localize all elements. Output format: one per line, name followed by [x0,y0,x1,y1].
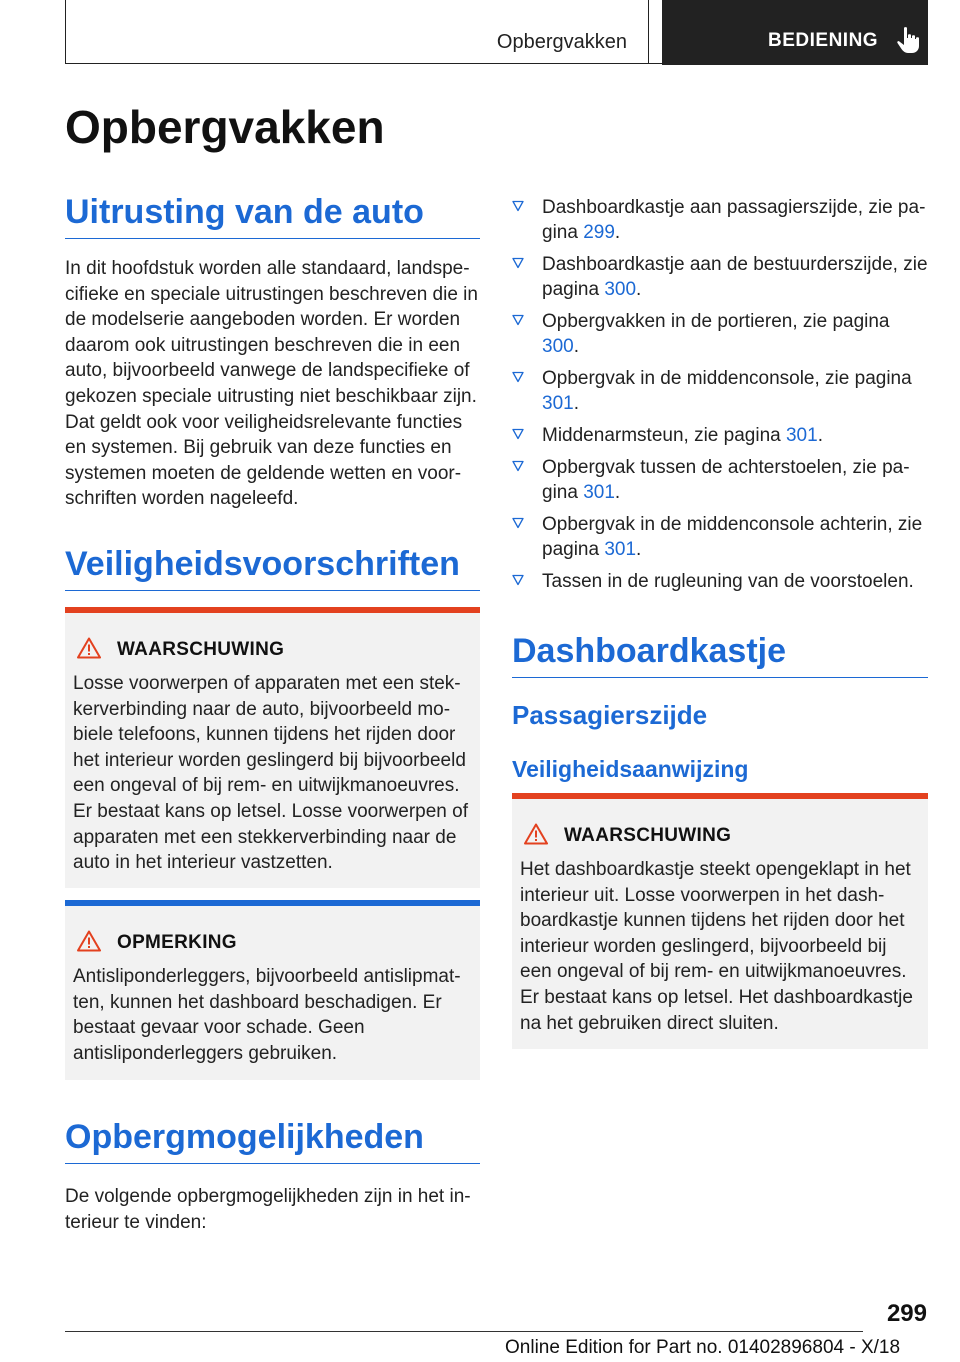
note-box [65,900,480,1080]
warning-text: Het dashboardkastje steekt opengeklapt in het interieur uit. Losse voorwerpen in het dashboardkastje kunnen tijdens het rijden door het interieur worden geslingerd, bijvoorbeeld bij een ongeval of bij rem- en uitwijkmanoeuvres. Er bestaat kans op letsel. Het dashboardkastje na het gebruiken direct sluiten. [520,859,913,1034]
list-item [512,423,928,448]
list-item [512,455,928,505]
warning-text: Losse voorwerpen of apparaten met een stekkerverbinding naar de auto, bijvoorbeeld mobiele telefoons, kunnen tijdens het rijden door het interieur worden geslingerd bij bijvoorbeeld een ongeval of bij rem- en uitwijkmanoeuvres. Er bestaat kans op letsel. Losse voorwerpen of apparaten met een stekkerverbinding naar de auto in het interieur vastzetten. [73,673,469,874]
section-title-veiligheid: Veiligheidsvoorschriften [65,545,480,591]
warning-header [524,823,920,853]
warning-triangle-icon [77,930,101,952]
triangle-bullet-icon [512,517,524,529]
triangle-bullet-icon [512,371,524,383]
storage-list [512,195,928,601]
list-item [512,512,928,562]
list-item [512,569,928,594]
list-item-period: . [614,222,621,243]
list-item [512,195,928,245]
warning-title: WAARSCHUWING [564,825,732,846]
header-divider [648,0,649,64]
footer-edition: Online Edition for Part no. 01402896804 - X/18 [505,1337,901,1358]
note-header [77,930,472,960]
note-title: OPMERKING [117,932,237,953]
list-item-period: . [636,279,642,300]
list-item [512,366,928,416]
list-item-text: Dashboardkastje aan de bestuurderszijde, zie pagina [542,254,928,300]
list-item-text: Opbergvak tussen de achterstoelen, zie pagina [542,457,910,503]
section-text-uitrusting: In dit hoofdstuk worden alle standaard, landspecifieke en speciale uitrustingen beschreven die in de modelserie aangeboden worden. Er worden daarom ook uitrustingen beschreven die in een auto, bijvoorbeeld vanwege de landspecifieke of gekozen speciale uitrusting niet beschikbaar zijn. Dat geldt ook voor veiligheidsrelevante functies en systemen. Bij gebruik van deze functies en systemen moeten de geldende wetten en voorschriften worden nageleefd. [65,258,478,510]
warning-header [77,637,472,667]
hand-pointer-icon [896,26,920,54]
header-section-title: Opbergvakken [496,31,627,53]
page-title: Opbergvakken [65,101,385,153]
page-link[interactable]: 301 [583,482,615,503]
triangle-bullet-icon [512,574,524,586]
warning-box [65,607,480,888]
list-item-text: Opbergvakken in de portieren, zie pagina [542,311,890,332]
page-link[interactable]: 301 [604,539,637,560]
triangle-bullet-icon [512,460,524,472]
warning-title: WAARSCHUWING [117,639,285,660]
list-item-text: Opbergvak in de middenconsole achterin, zie pagina [542,514,923,560]
page-link[interactable]: 299 [583,222,615,243]
list-item-period: . [817,425,823,446]
footer-rule [65,1331,863,1332]
triangle-bullet-icon [512,314,524,326]
list-item-text: Dashboardkastje aan passagierszijde, zie pagina [542,197,926,243]
page-number: 299 [886,1300,927,1327]
header-chapter-label: BEDIENING [768,30,879,51]
page-link[interactable]: 300 [542,336,574,357]
list-item-period: . [573,336,579,357]
list-item-period: . [636,539,642,560]
section-title-opbergmogelijkheden: Opbergmogelijkheden [65,1118,480,1164]
triangle-bullet-icon [512,428,524,440]
triangle-bullet-icon [512,200,524,212]
subsubsection-title-veiligheidsaanwijzing: Veiligheidsaanwijzing [512,756,749,782]
list-item-text: Middenarmsteun, zie pagina [542,425,786,446]
list-item-text: Tassen in de rugleuning van de voorstoelen. [542,571,914,592]
section-title-dashboardkastje: Dashboardkastje [512,632,928,678]
warning-triangle-icon [524,823,548,845]
note-text: Antisliponderleggers, bijvoorbeeld antislipmatten, kunnen het dashboard beschadigen. Er bestaat gevaar voor schade. Geen antisliponderleggers gebruiken. [73,966,461,1064]
warning-triangle-icon [77,637,101,659]
page-link[interactable]: 301 [542,393,574,414]
section-title-uitrusting: Uitrusting van de auto [65,193,480,239]
triangle-bullet-icon [512,257,524,269]
list-item-period: . [573,393,579,414]
section-text-opbergmogelijkheden: De volgende opbergmogelijkheden zijn in het interieur te vinden: [65,1186,471,1233]
list-item [512,252,928,302]
list-item [512,309,928,359]
page-link[interactable]: 301 [785,425,818,446]
list-item-text: Opbergvak in de middenconsole, zie pagina [542,368,912,389]
header-chapter-tab[interactable] [662,0,928,65]
subsection-title-passagierszijde: Passagierszijde [512,700,708,730]
warning-box-dashboard [512,793,928,1049]
page-link[interactable]: 300 [604,279,637,300]
list-item-period: . [614,482,621,503]
